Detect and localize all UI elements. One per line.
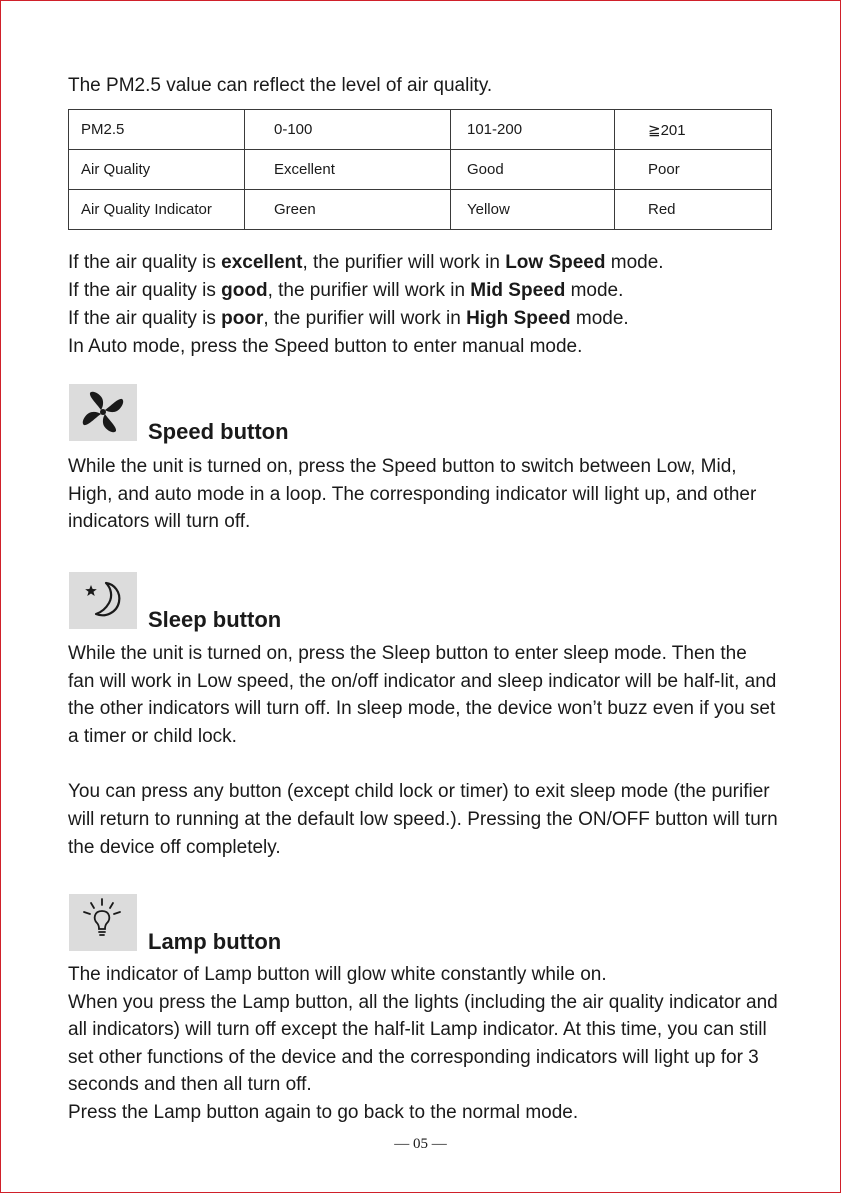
moon-star-icon [69, 572, 137, 629]
lightbulb-icon [69, 894, 137, 951]
table-row-air-quality [69, 150, 772, 190]
sleep-paragraph-2: You can press any button (except child lock or timer) to exit sleep mode (the purifier will return to running at the default low speed.). Pressing the ON/OFF button will turn the device off completely. [68, 781, 778, 858]
mode-description [68, 249, 664, 361]
table-cell: Air Quality [69, 150, 245, 190]
lamp-button-title: Lamp button [148, 929, 282, 954]
lamp-button-body [68, 961, 778, 1127]
mode-line-excellent: If the air quality is excellent, the purifier will work in Low Speed mode. [68, 252, 664, 273]
sleep-button-body [68, 640, 778, 861]
page-number: — 05 — [394, 1136, 447, 1152]
sleep-button-title: Sleep button [148, 607, 282, 632]
table-cell: Good [451, 150, 615, 190]
table-cell: Poor [615, 150, 772, 190]
table-cell: PM2.5 [69, 110, 245, 150]
lamp-line-2: When you press the Lamp button, all the lights (including the air quality indicator and all indicators) will turn off except the half-lit Lamp indicator. At this time, you can still set other functions of the device and the corresponding indicators will light up for 3 seconds and then all turn off. [68, 991, 778, 1096]
mode-line-good: If the air quality is good, the purifier will work in Mid Speed mode. [68, 280, 624, 301]
auto-mode-note: In Auto mode, press the Speed button to enter manual mode. [68, 336, 583, 357]
lamp-line-1: The indicator of Lamp button will glow white constantly while on. [68, 964, 607, 985]
speed-button-body: While the unit is turned on, press the Speed button to switch between Low, Mid, High, and auto mode in a loop. The corresponding indicator will light up, and other indicators will turn off. [68, 456, 757, 533]
intro-text: The PM2.5 value can reflect the level of air quality. [68, 75, 493, 96]
sleep-paragraph-1: While the unit is turned on, press the Sleep button to enter sleep mode. Then the fan will work in Low speed, the on/off indicator and sleep indicator will be half-lit, and the other indicators will turn off. In sleep mode, the device won’t buzz even if you set a timer or child lock. [68, 643, 777, 747]
speed-button-title: Speed button [148, 419, 289, 444]
table-cell: 101-200 [451, 110, 615, 150]
fan-icon [69, 384, 137, 441]
lamp-line-3: Press the Lamp button again to go back to the normal mode. [68, 1101, 579, 1123]
table-cell: Excellent [245, 150, 451, 190]
table-row-indicator [69, 190, 772, 230]
table-row-pm25 [69, 110, 772, 150]
air-quality-table [68, 109, 772, 230]
table-cell: ≧201 [615, 110, 772, 150]
mode-line-poor: If the air quality is poor, the purifier will work in High Speed mode. [68, 308, 629, 329]
table-cell: Air Quality Indicator [69, 190, 245, 230]
table-cell: Red [615, 190, 772, 230]
table-cell: Green [245, 190, 451, 230]
table-cell: Yellow [451, 190, 615, 230]
table-cell: 0-100 [245, 110, 451, 150]
